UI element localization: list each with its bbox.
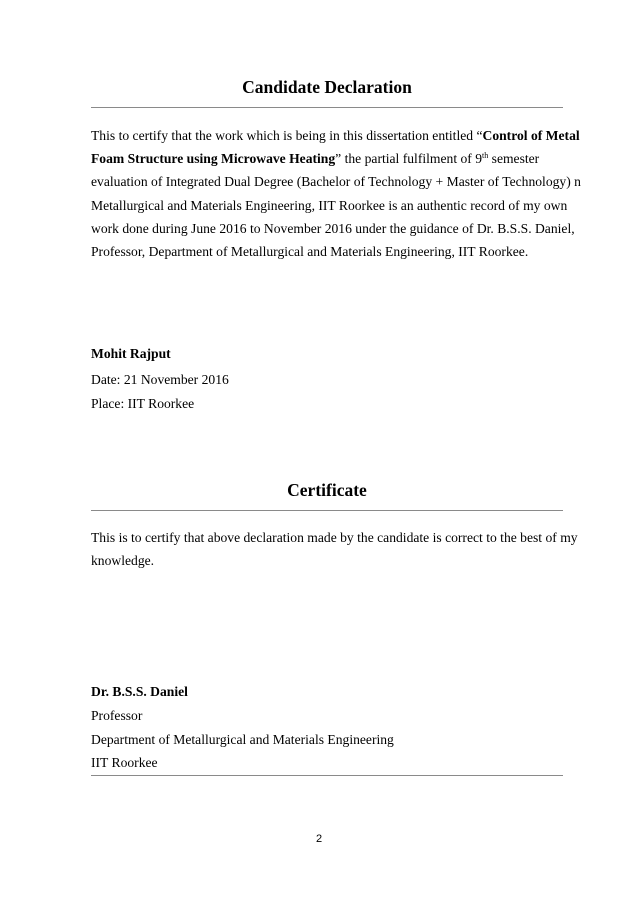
certificate-paragraph [91,526,578,572]
declaration-place: Place: IIT Roorkee [91,396,195,411]
certificate-divider [91,510,563,511]
declaration-line-4: Metallurgical and Materials Engineering, IIT Roorkee is an authentic record of my own [91,197,568,213]
thesis-title-part-1: Control of Metal [482,128,580,143]
declaration-line-1 [91,124,580,147]
certificate-line-2: knowledge. [91,553,155,569]
ordinal-superscript: th [482,151,489,161]
declaration-line-6: Professor, Department of Metallurgical and Materials Engineering, IIT Roorkee. [91,244,529,260]
page-number: 2 [315,833,323,845]
thesis-title-part-2: Foam Structure using Microwave Heating [91,151,336,167]
declaration-line-1-text: This to certify that the work which is being in this dissertation entitled “ [91,128,483,143]
supervisor-designation: Professor [91,708,143,723]
declaration-heading: Candidate Declaration [242,77,412,97]
declaration-line-3: evaluation of Integrated Dual Degree (Bachelor of Technology + Master of Technology) n [91,174,581,190]
declaration-line-5: work done during June 2016 to November 2016 under the guidance of Dr. B.S.S. Daniel, [91,220,575,236]
declaration-line-2-end: semester [488,151,540,167]
candidate-name: Mohit Rajput [91,346,171,361]
declaration-line-2 [91,147,571,170]
declaration-divider [91,107,563,108]
certificate-line-1: This is to certify that above declaration made by the candidate is correct to the best of my [91,530,578,545]
declaration-line-2-text: ” the partial fulfilment of 9 [335,151,483,167]
declaration-paragraph [91,124,581,263]
certificate-bottom-divider [91,775,563,776]
supervisor-institute: IIT Roorkee [91,755,158,770]
supervisor-name: Dr. B.S.S. Daniel [91,684,188,699]
declaration-date: Date: 21 November 2016 [91,372,229,387]
certificate-heading: Certificate [287,480,367,500]
supervisor-department: Department of Metallurgical and Materials Engineering [91,732,394,747]
